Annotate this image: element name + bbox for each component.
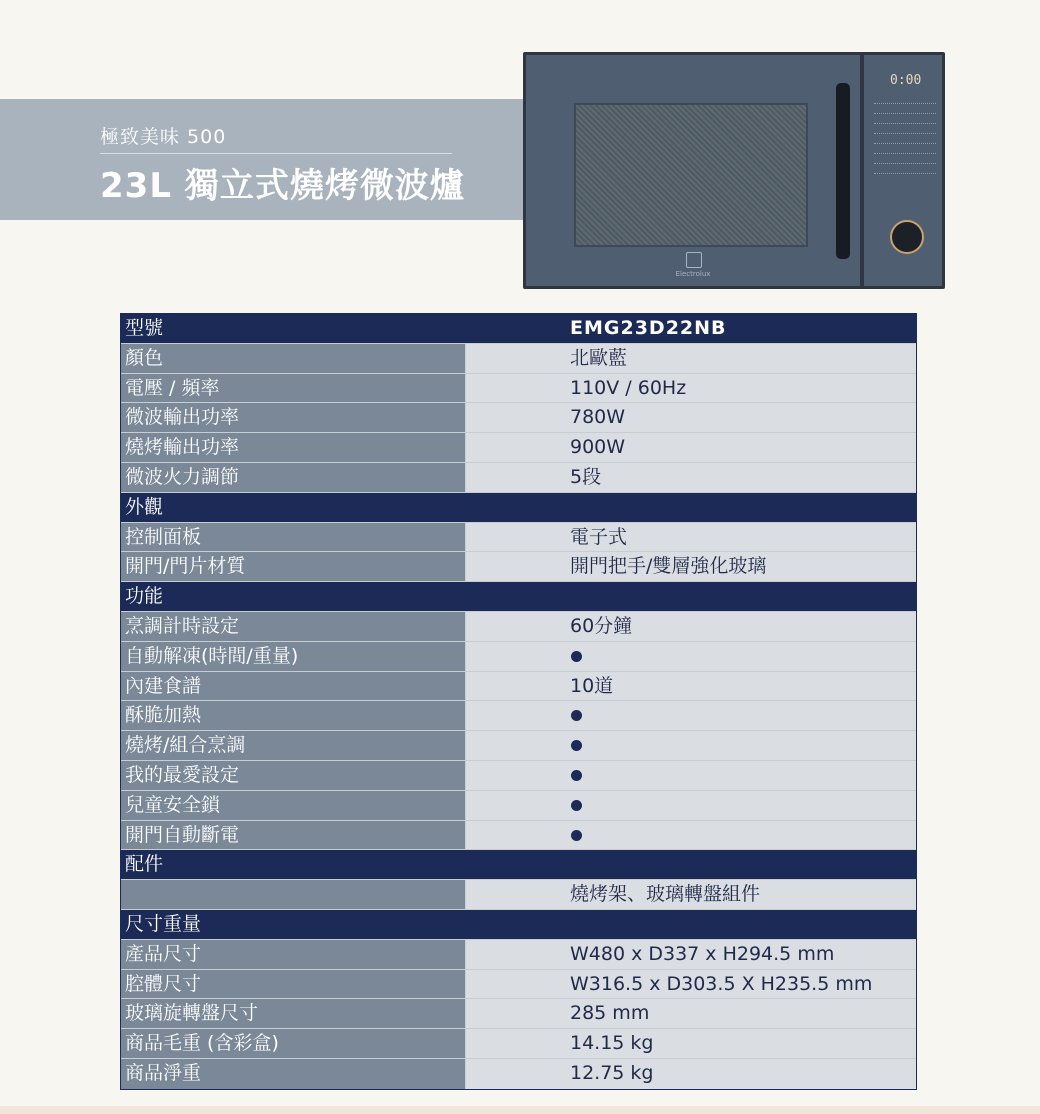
spec-label: 產品尺寸 <box>121 940 466 969</box>
section-row <box>121 493 916 523</box>
supported-dot-icon <box>571 710 582 721</box>
spec-table <box>120 313 917 1090</box>
spec-row <box>121 970 916 1000</box>
product-title: 23L 獨立式燒烤微波爐 <box>100 166 465 206</box>
brand-name: Electrolux <box>675 270 711 278</box>
spec-label: 開門自動斷電 <box>121 821 466 850</box>
spec-value: 10道 <box>466 672 916 701</box>
microwave-window <box>574 103 808 247</box>
microwave-image <box>523 52 945 289</box>
clock-display: 0:00 <box>890 73 922 88</box>
spec-value: 開門把手/雙層強化玻璃 <box>466 552 916 581</box>
spec-value <box>466 493 916 522</box>
spec-value: 285 mm <box>466 999 916 1028</box>
microwave-handle <box>836 83 850 259</box>
spec-label: 顏色 <box>121 344 466 373</box>
spec-label: 兒童安全鎖 <box>121 791 466 820</box>
spec-label: 我的最愛設定 <box>121 761 466 790</box>
spec-row <box>121 374 916 404</box>
spec-value <box>466 731 916 760</box>
spec-value: W480 x D337 x H294.5 mm <box>466 940 916 969</box>
control-panel <box>864 55 942 286</box>
spec-value: 110V / 60Hz <box>466 374 916 403</box>
spec-row <box>121 1029 916 1059</box>
title-divider <box>100 153 452 154</box>
spec-value: 5段 <box>466 463 916 492</box>
panel-buttons <box>874 99 936 179</box>
section-title: 外觀 <box>121 493 466 522</box>
spec-row <box>121 731 916 761</box>
spec-row <box>121 761 916 791</box>
section-row <box>121 910 916 940</box>
spec-label: 燒烤輸出功率 <box>121 433 466 462</box>
spec-row <box>121 344 916 374</box>
spec-value: EMG23D22NB <box>466 314 916 343</box>
spec-value <box>466 761 916 790</box>
spec-value: W316.5 x D303.5 X H235.5 mm <box>466 970 916 999</box>
spec-label: 開門/門片材質 <box>121 552 466 581</box>
spec-label: 商品淨重 <box>121 1059 466 1089</box>
brand-logo-icon <box>686 252 702 268</box>
section-title: 功能 <box>121 582 466 611</box>
spec-row <box>121 701 916 731</box>
spec-value: 電子式 <box>466 523 916 552</box>
spec-value <box>466 910 916 939</box>
spec-value: 14.15 kg <box>466 1029 916 1058</box>
spec-label: 燒烤/組合烹調 <box>121 731 466 760</box>
spec-label: 商品毛重 (含彩盒) <box>121 1029 466 1058</box>
spec-label: 型號 <box>121 314 466 343</box>
spec-row <box>121 403 916 433</box>
spec-value <box>466 821 916 850</box>
spec-row <box>121 463 916 493</box>
spec-value <box>466 582 916 611</box>
supported-dot-icon <box>571 830 582 841</box>
spec-value <box>466 850 916 879</box>
spec-value: 12.75 kg <box>466 1059 916 1089</box>
spec-label <box>121 880 466 909</box>
spec-label: 腔體尺寸 <box>121 970 466 999</box>
section-title: 配件 <box>121 850 466 879</box>
spec-label: 微波輸出功率 <box>121 403 466 432</box>
product-series: 極致美味 500 <box>100 126 227 148</box>
model-row <box>121 314 916 344</box>
supported-dot-icon <box>571 770 582 781</box>
spec-row <box>121 612 916 642</box>
spec-label: 微波火力調節 <box>121 463 466 492</box>
control-knob-icon <box>890 220 924 254</box>
spec-value: 燒烤架、玻璃轉盤組件 <box>466 880 916 909</box>
spec-value: 900W <box>466 433 916 462</box>
spec-value: 60分鐘 <box>466 612 916 641</box>
spec-label: 控制面板 <box>121 523 466 552</box>
spec-value: 780W <box>466 403 916 432</box>
spec-row <box>121 672 916 702</box>
spec-row <box>121 999 916 1029</box>
spec-value <box>466 791 916 820</box>
spec-label: 玻璃旋轉盤尺寸 <box>121 999 466 1028</box>
spec-value: 北歐藍 <box>466 344 916 373</box>
spec-label: 烹調計時設定 <box>121 612 466 641</box>
spec-row <box>121 880 916 910</box>
footer-strip <box>0 1106 1040 1114</box>
spec-value <box>466 701 916 730</box>
spec-label: 自動解凍(時間/重量) <box>121 642 466 671</box>
spec-row <box>121 791 916 821</box>
section-title: 尺寸重量 <box>121 910 466 939</box>
section-row <box>121 582 916 612</box>
spec-row <box>121 1059 916 1089</box>
spec-row <box>121 940 916 970</box>
supported-dot-icon <box>571 800 582 811</box>
microwave-door <box>526 55 860 286</box>
spec-row <box>121 552 916 582</box>
spec-row <box>121 523 916 553</box>
spec-row <box>121 433 916 463</box>
supported-dot-icon <box>571 740 582 751</box>
spec-value <box>466 642 916 671</box>
supported-dot-icon <box>571 651 582 662</box>
spec-label: 內建食譜 <box>121 672 466 701</box>
spec-row <box>121 642 916 672</box>
spec-row <box>121 821 916 851</box>
spec-label: 電壓 / 頻率 <box>121 374 466 403</box>
spec-label: 酥脆加熱 <box>121 701 466 730</box>
section-row <box>121 850 916 880</box>
